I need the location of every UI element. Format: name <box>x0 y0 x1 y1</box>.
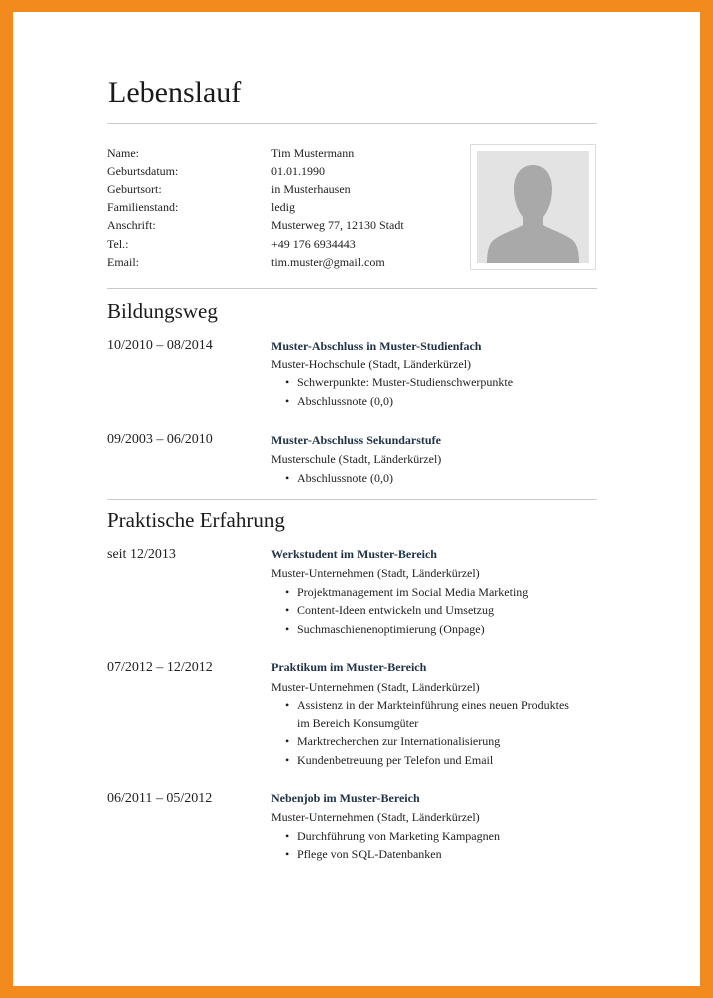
label-email: Email: <box>107 255 139 269</box>
exp-date: seit 12/2013 <box>107 547 176 562</box>
label-address: Anschrift: <box>107 218 156 232</box>
label-marital: Familienstand: <box>107 200 179 214</box>
exp-title: Werkstudent im Muster-Bereich <box>271 547 437 561</box>
value-phone: +49 176 6934443 <box>271 237 356 251</box>
exp-title: Praktikum im Muster-Bereich <box>271 660 427 674</box>
edu-bullet: • Abschlussnote (0,0) <box>285 394 393 408</box>
divider <box>107 123 597 124</box>
exp-bullet: • Projektmanagement im Social Media Marketing <box>285 585 529 599</box>
photo-placeholder <box>477 151 589 263</box>
exp-bullet: • Suchmaschienenoptimierung (Onpage) <box>285 622 485 636</box>
exp-date: 07/2012 – 12/2012 <box>107 660 213 675</box>
exp-subtitle: Muster-Unternehmen (Stadt, Länderkürzel) <box>271 566 480 580</box>
profile-photo <box>470 144 596 270</box>
cv-page <box>13 12 700 986</box>
value-birthdate: 01.01.1990 <box>271 164 325 178</box>
divider <box>107 288 597 289</box>
exp-bullet-continuation: im Bereich Konsumgüter <box>297 716 419 730</box>
edu-bullet: • Schwerpunkte: Muster-Studienschwerpunkte <box>285 375 514 389</box>
divider <box>107 499 597 500</box>
edu-bullet: • Abschlussnote (0,0) <box>285 471 393 485</box>
exp-subtitle: Muster-Unternehmen (Stadt, Länderkürzel) <box>271 810 480 824</box>
label-name: Name: <box>107 146 139 160</box>
exp-bullet: • Marktrecherchen zur Internationalisierung <box>285 734 501 748</box>
exp-subtitle: Muster-Unternehmen (Stadt, Länderkürzel) <box>271 680 480 694</box>
edu-subtitle: Muster-Hochschule (Stadt, Länderkürzel) <box>271 357 472 371</box>
edu-date: 09/2003 – 06/2010 <box>107 432 213 447</box>
edu-title: Muster-Abschluss in Muster-Studienfach <box>271 339 482 353</box>
exp-bullet: • Assistenz in der Markteinführung eines neuen Produktes <box>285 698 569 712</box>
label-birthdate: Geburtsdatum: <box>107 164 179 178</box>
value-email: tim.muster@gmail.com <box>271 255 385 269</box>
exp-bullet: • Content-Ideen entwickeln und Umsetzug <box>285 603 494 617</box>
edu-date: 10/2010 – 08/2014 <box>107 338 213 353</box>
exp-date: 06/2011 – 05/2012 <box>107 791 213 806</box>
value-address: Musterweg 77, 12130 Stadt <box>271 218 404 232</box>
edu-subtitle: Musterschule (Stadt, Länderkürzel) <box>271 452 442 466</box>
value-birthplace: in Musterhausen <box>271 182 351 196</box>
value-marital: ledig <box>271 200 295 214</box>
section-heading-experience: Praktische Erfahrung <box>107 508 285 532</box>
label-phone: Tel.: <box>107 237 129 251</box>
exp-bullet: • Pflege von SQL-Datenbanken <box>285 847 442 861</box>
exp-title: Nebenjob im Muster-Bereich <box>271 791 420 805</box>
exp-bullet: • Durchführung von Marketing Kampagnen <box>285 829 500 843</box>
person-silhouette-icon <box>477 151 589 263</box>
section-heading-education: Bildungsweg <box>107 299 218 323</box>
page-title: Lebenslauf <box>108 76 242 109</box>
label-birthplace: Geburtsort: <box>107 182 162 196</box>
exp-bullet: • Kundenbetreuung per Telefon und Email <box>285 753 494 767</box>
value-name: Tim Mustermann <box>271 146 355 160</box>
edu-title: Muster-Abschluss Sekundarstufe <box>271 433 441 447</box>
